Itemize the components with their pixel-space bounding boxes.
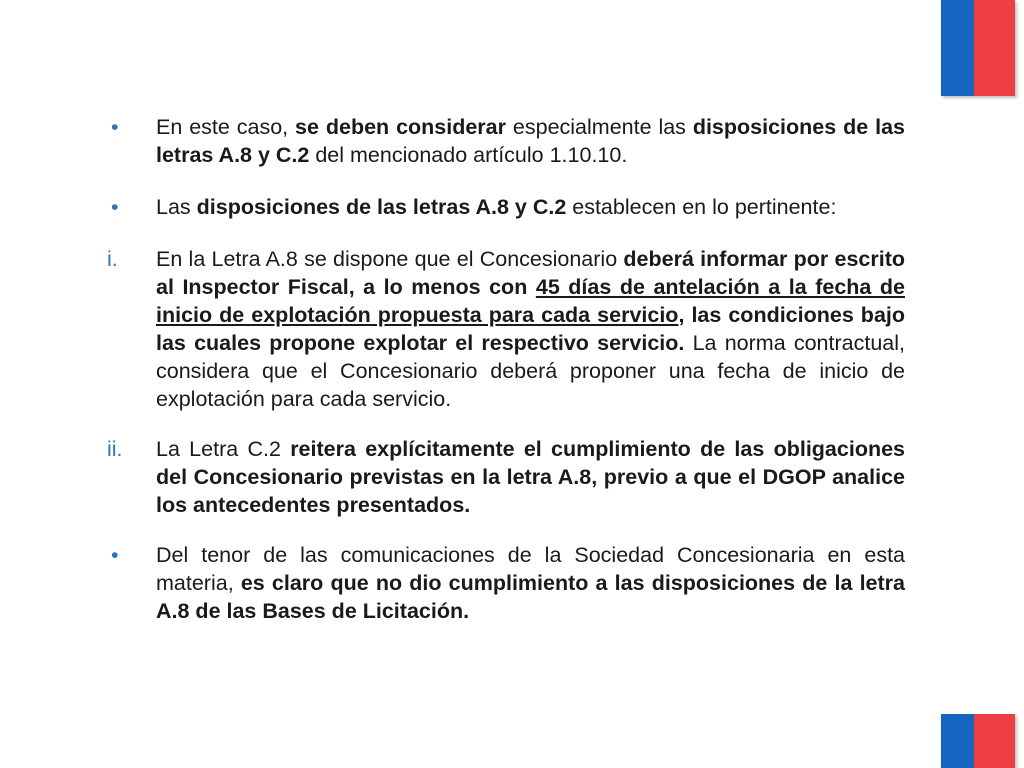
text-run: La Letra C.2 [156,437,291,461]
bullet-item-3 [105,541,905,625]
bold-text-run: , las condiciones bajo las cuales propone explotar el respectivo servicio. [156,303,906,355]
text-run: La norma contractual, considera que el Concesionario deberá proponer una fecha de inicio de explotación para cada servicio. [156,331,905,411]
flag-red-stripe [974,714,1015,768]
bold-text-run: reitera explícitamente el cumplimiento de las obligaciones del Concesionario previstas en la letra A.8, previo a que el DGOP analice los antecedentes presentados. [156,437,905,517]
bold-text-run: se deben considerar [295,115,506,139]
bullet-item-1 [105,113,905,169]
bold-text-run: es claro que no dio cumplimiento a las disposiciones de la letra A.8 de las Bases de Licitación. [156,571,905,623]
bullet-marker: • [111,543,119,567]
roman-numeral-marker: ii. [107,437,123,461]
bold-text-run: deberá informar por escrito al Inspector Fiscal, a lo menos con [156,247,905,299]
text-run: establecen en lo pertinente: [566,195,837,219]
flag-red-stripe [974,0,1015,96]
bullet-marker: • [111,195,119,219]
slide-body [105,113,905,625]
bullet-marker: • [111,115,119,139]
text-run: Las [156,195,197,219]
numbered-item-i [105,245,905,413]
text-run: Del tenor de las comunicaciones de la Sociedad Concesionaria en esta materia, [156,543,905,595]
text-run: En este caso, [156,115,296,139]
bold-text-run: disposiciones de las letras A.8 y C.2 [196,195,567,219]
text-run: del mencionado artículo 1.10.10. [309,143,628,167]
roman-numeral-marker: i. [107,247,118,271]
flag-decoration-bottom [941,714,1015,768]
flag-decoration-top [941,0,1015,96]
text-run: especialmente las [506,115,693,139]
flag-blue-stripe [941,0,974,96]
bold-text-run: disposiciones de las letras A.8 y C.2 [156,115,905,167]
flag-blue-stripe [941,714,974,768]
bullet-item-2 [105,193,905,221]
bold-underlined-text-run: 45 días de antelación a la fecha de inicio de explotación propuesta para cada servicio [156,275,905,327]
numbered-item-ii [105,435,905,519]
text-run: En la Letra A.8 se dispone que el Concesionario [156,247,624,271]
